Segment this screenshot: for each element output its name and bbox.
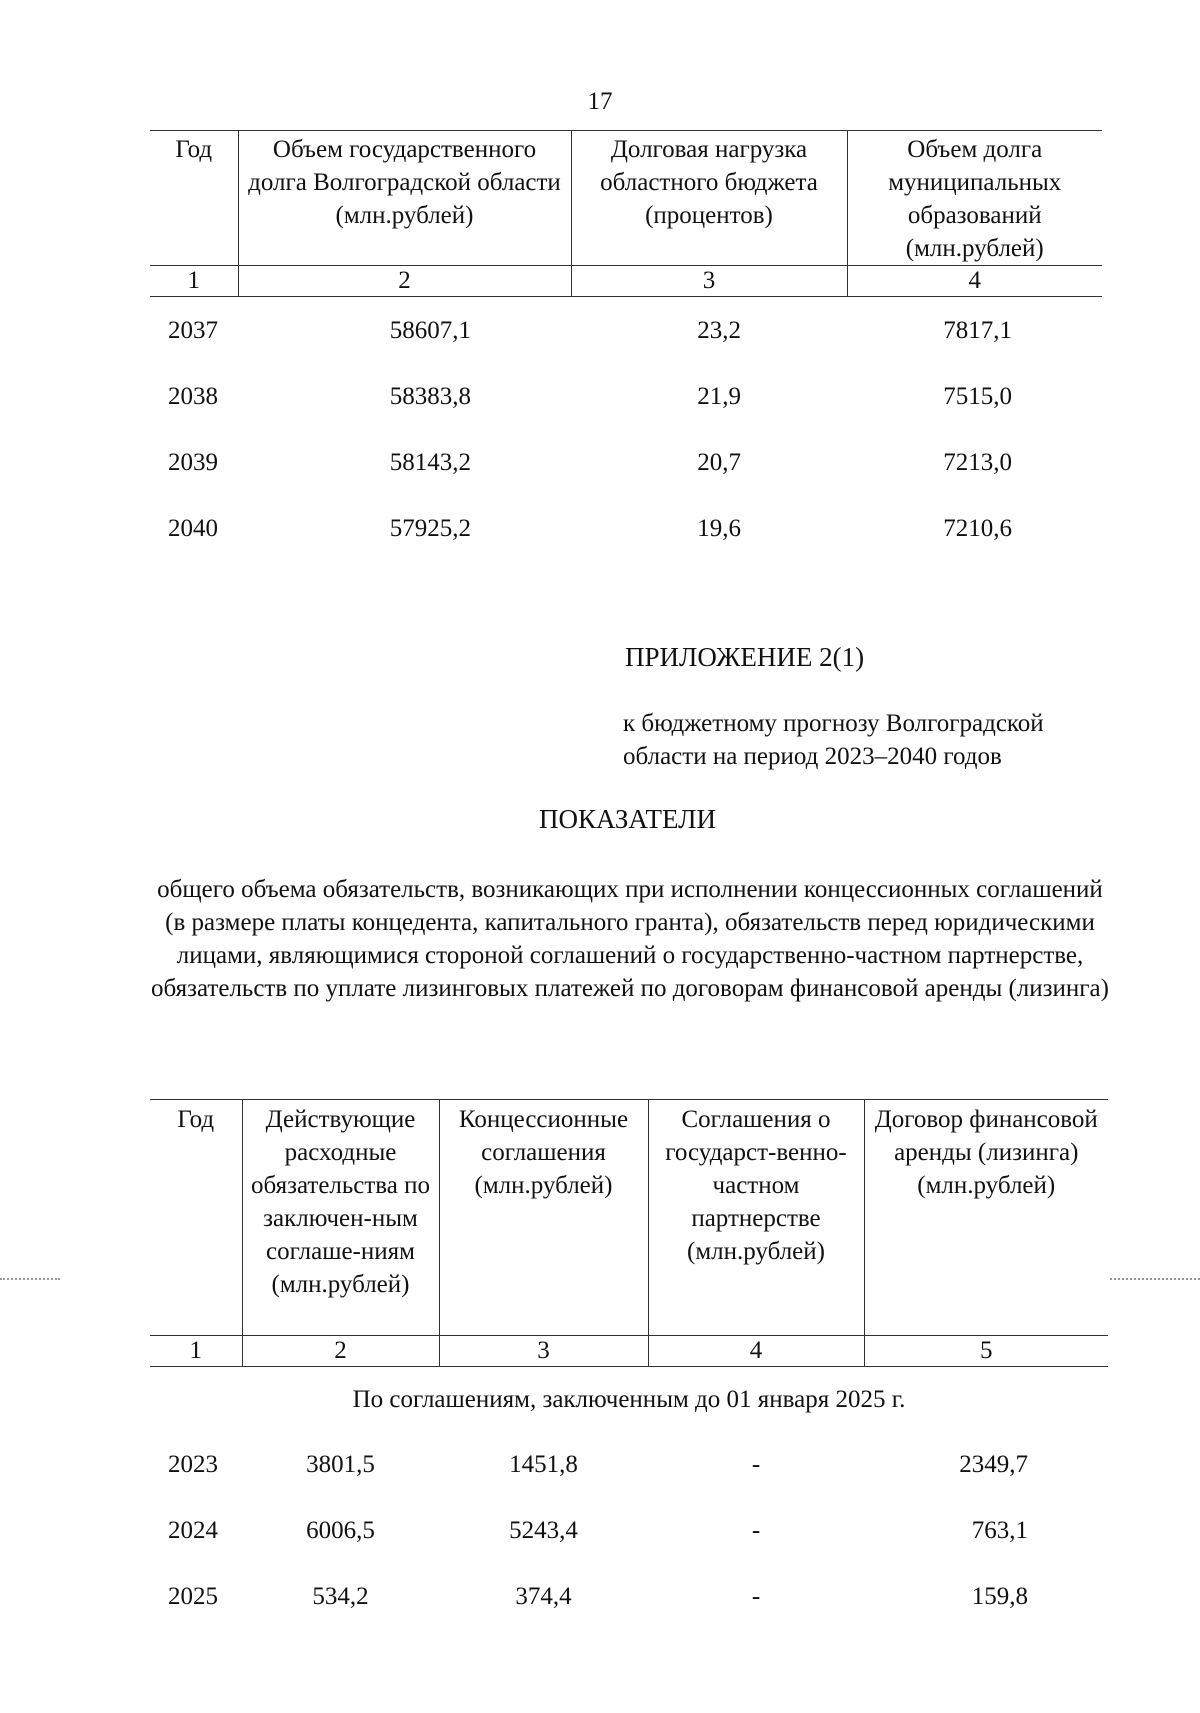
header-debt-load: Долговая нагрузка областного бюджета (процентов) [571, 131, 847, 266]
cell-state-debt: 58607,1 [389, 316, 471, 344]
debt-table [150, 130, 1102, 561]
page-number: 17 [587, 88, 613, 115]
cell-current-obligations: 534,2 [312, 1582, 369, 1610]
scan-artifact-right [1110, 1278, 1200, 1280]
header-municipal-debt: Объем долга муниципальных образований (млн.рублей) [847, 131, 1102, 266]
cell-leasing: 159,8 [971, 1582, 1028, 1610]
cell-year: 2024 [168, 1516, 218, 1544]
column-number: 4 [847, 266, 1102, 297]
cell-debt-load: 23,2 [697, 316, 741, 344]
table-row [150, 1563, 1108, 1629]
cell-year: 2037 [168, 316, 218, 344]
table-row [150, 1431, 1108, 1497]
indicators-title: ПОКАЗАТЕЛИ [539, 804, 716, 834]
cell-ppp: - [751, 1582, 761, 1610]
table-row [150, 429, 1102, 495]
column-number: 3 [439, 1336, 648, 1367]
cell-municipal-debt: 7213,0 [943, 448, 1012, 476]
cell-year: 2025 [168, 1582, 218, 1610]
scan-artifact-left [0, 1278, 60, 1280]
header-concession: Концессионные соглашения (млн.рублей) [439, 1100, 648, 1336]
column-number: 5 [864, 1336, 1108, 1367]
section-label: По соглашениям, заключенным до 01 января 2025 г. [352, 1385, 906, 1413]
header-current-obligations: Действующие расходные обязательства по заключен-ным соглаше-ниям (млн.рублей) [242, 1100, 439, 1336]
obligations-table [150, 1099, 1108, 1629]
column-number: 2 [238, 266, 571, 297]
section-row [150, 1367, 1108, 1432]
annex-title: ПРИЛОЖЕНИЕ 2(1) [625, 642, 865, 672]
header-leasing: Договор финансовой аренды (лизинга) (млн.рублей) [864, 1100, 1108, 1336]
indicators-description: общего объема обязательств, возникающих при исполнении концессионных соглашений (в размере платы концедента, капитального гранта), обязательств перед юридическими лицами, являющимися стороной соглашений о государственно-частном партнерстве, обязательств по уплате лизинговых платежей по договорам финансовой аренды (лизинга) [151, 876, 1109, 1002]
cell-ppp: - [751, 1516, 761, 1544]
header-year: Год [150, 1100, 242, 1336]
cell-municipal-debt: 7515,0 [943, 382, 1012, 410]
column-number: 4 [648, 1336, 864, 1367]
column-numbers-row [150, 1336, 1108, 1367]
cell-leasing: 2349,7 [959, 1450, 1028, 1478]
cell-state-debt: 57925,2 [389, 514, 471, 542]
table-row [150, 363, 1102, 429]
table-row [150, 297, 1102, 364]
cell-municipal-debt: 7817,1 [943, 316, 1012, 344]
cell-year: 2039 [168, 448, 218, 476]
annex-subtitle-line: области на период 2023–2040 годов [623, 743, 1002, 770]
cell-debt-load: 21,9 [697, 382, 741, 410]
cell-municipal-debt: 7210,6 [943, 514, 1012, 542]
annex-subtitle [623, 707, 1103, 773]
cell-state-debt: 58143,2 [389, 448, 471, 476]
cell-current-obligations: 3801,5 [306, 1450, 375, 1478]
annex-subtitle-line: к бюджетному прогнозу Волгоградской [623, 710, 1044, 737]
cell-state-debt: 58383,8 [389, 382, 471, 410]
column-numbers-row [150, 266, 1102, 297]
header-ppp: Соглашения о государст-венно-частном партнерстве (млн.рублей) [648, 1100, 864, 1336]
cell-year: 2023 [168, 1450, 218, 1478]
cell-concession: 374,4 [515, 1582, 572, 1610]
cell-year: 2040 [168, 514, 218, 542]
column-number: 3 [571, 266, 847, 297]
column-number: 2 [242, 1336, 439, 1367]
cell-leasing: 763,1 [971, 1516, 1028, 1544]
cell-debt-load: 20,7 [697, 448, 741, 476]
cell-debt-load: 19,6 [697, 514, 741, 542]
cell-concession: 1451,8 [509, 1450, 578, 1478]
header-year: Год [150, 131, 238, 266]
column-number: 1 [150, 1336, 242, 1367]
cell-ppp: - [751, 1450, 761, 1478]
cell-concession: 5243,4 [509, 1516, 578, 1544]
table-row [150, 1497, 1108, 1563]
cell-year: 2038 [168, 382, 218, 410]
cell-current-obligations: 6006,5 [306, 1516, 375, 1544]
header-state-debt: Объем государственного долга Волгоградской области (млн.рублей) [238, 131, 571, 266]
table-row [150, 495, 1102, 561]
column-number: 1 [150, 266, 238, 297]
